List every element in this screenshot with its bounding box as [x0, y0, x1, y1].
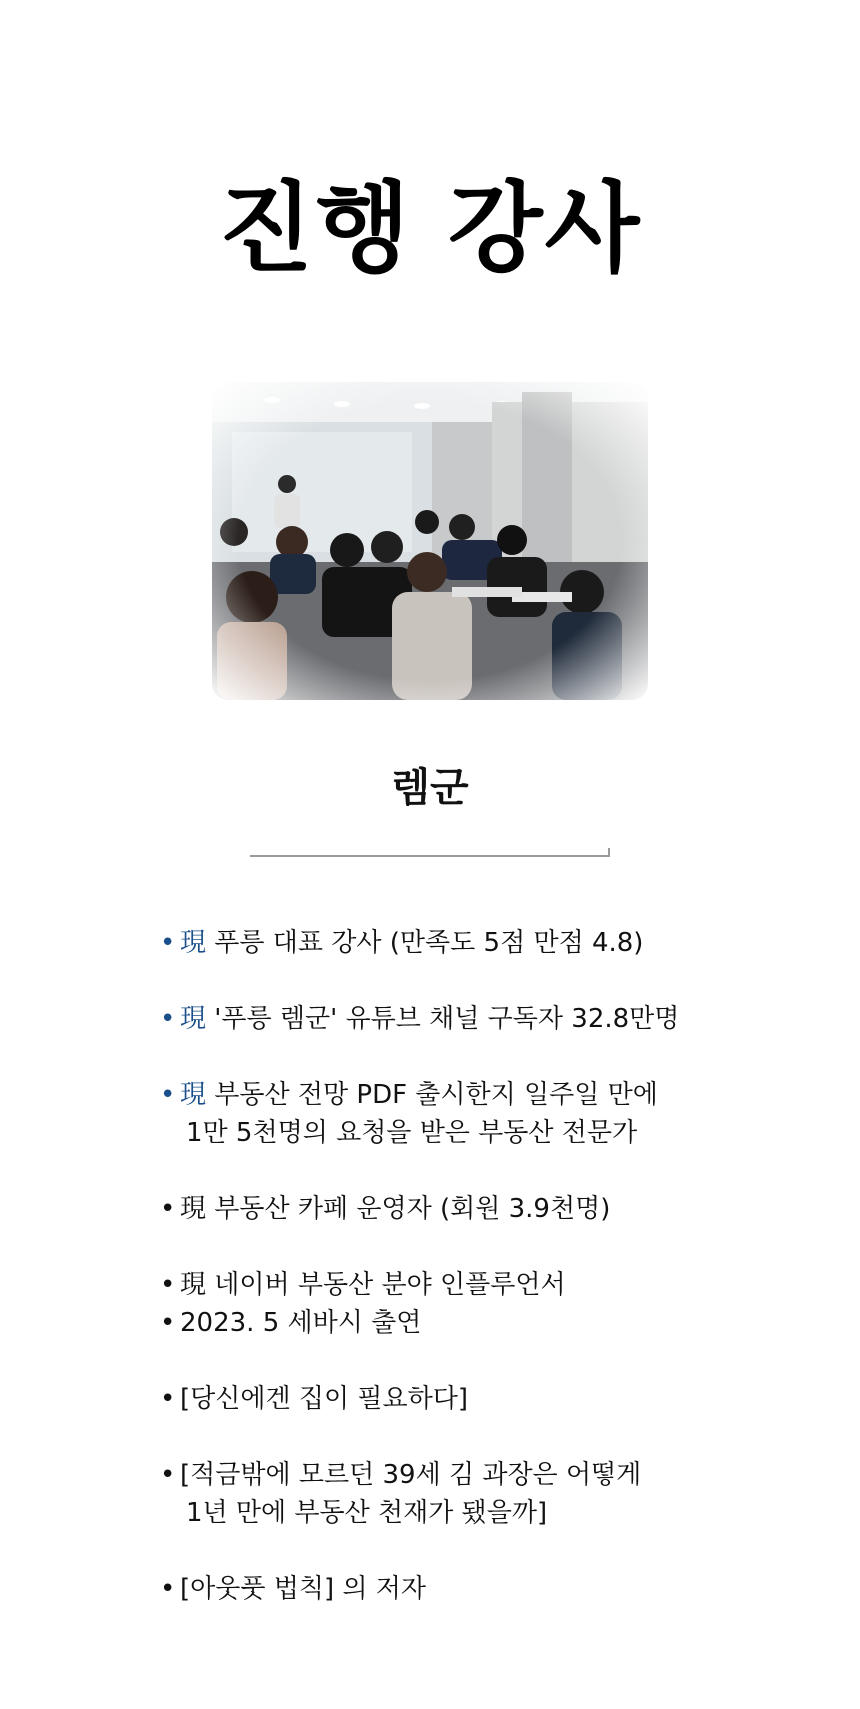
bio-text-continued: 1년 만에 부동산 천재가 됐을까]: [186, 1498, 548, 1528]
bio-item: [160, 1570, 426, 1608]
divider-tick: [608, 848, 610, 857]
bullet-icon: •: [160, 1384, 176, 1414]
bio-item: [160, 924, 643, 962]
bullet-icon: •: [160, 1574, 176, 1604]
bullet-icon: •: [160, 1270, 176, 1300]
bio-text-continued: 1만 5천명의 요청을 받은 부동산 전문가: [186, 1118, 638, 1148]
bio-text: [당신에겐 집이 필요하다]: [180, 1384, 468, 1414]
bio-item: [160, 1190, 610, 1228]
bio-text: [적금밖에 모르던 39세 김 과장은 어떻게: [180, 1460, 642, 1490]
lecture-photo-illustration: [212, 382, 648, 700]
bio-item: [160, 1266, 566, 1304]
bio-item: [160, 1380, 468, 1418]
instructor-name: 렘군: [391, 765, 469, 811]
bio-prefix: 現: [180, 1004, 207, 1034]
bio-text: 부동산 전망 PDF 출시한지 일주일 만에: [206, 1080, 658, 1110]
bio-prefix: 現: [180, 928, 207, 958]
bio-text: 2023. 5 세바시 출연: [180, 1308, 422, 1338]
bio-text: 現 네이버 부동산 분야 인플루언서: [180, 1270, 566, 1300]
bullet-icon: •: [160, 1004, 176, 1034]
bio-text: [아웃풋 법칙] 의 저자: [180, 1574, 427, 1604]
bio-item: [160, 1304, 421, 1342]
bio-prefix: 現: [180, 1080, 207, 1110]
bio-item: [160, 1456, 641, 1494]
lecture-photo: [212, 382, 648, 700]
bullet-icon: •: [160, 1194, 176, 1224]
bullet-icon: •: [160, 1080, 176, 1110]
bullet-icon: •: [160, 928, 176, 958]
bullet-icon: •: [160, 1460, 176, 1490]
bio-text: '푸릉 렘군' 유튜브 채널 구독자 32.8만명: [206, 1004, 680, 1034]
bio-text: 現 부동산 카페 운영자 (회원 3.9천명): [180, 1194, 611, 1224]
page-title: 진행 강사: [218, 172, 642, 286]
divider-line: [250, 855, 610, 857]
bio-item: [160, 1000, 679, 1038]
bio-text: 푸릉 대표 강사 (만족도 5점 만점 4.8): [206, 928, 644, 958]
bio-item: [160, 1076, 658, 1114]
bullet-icon: •: [160, 1308, 176, 1338]
